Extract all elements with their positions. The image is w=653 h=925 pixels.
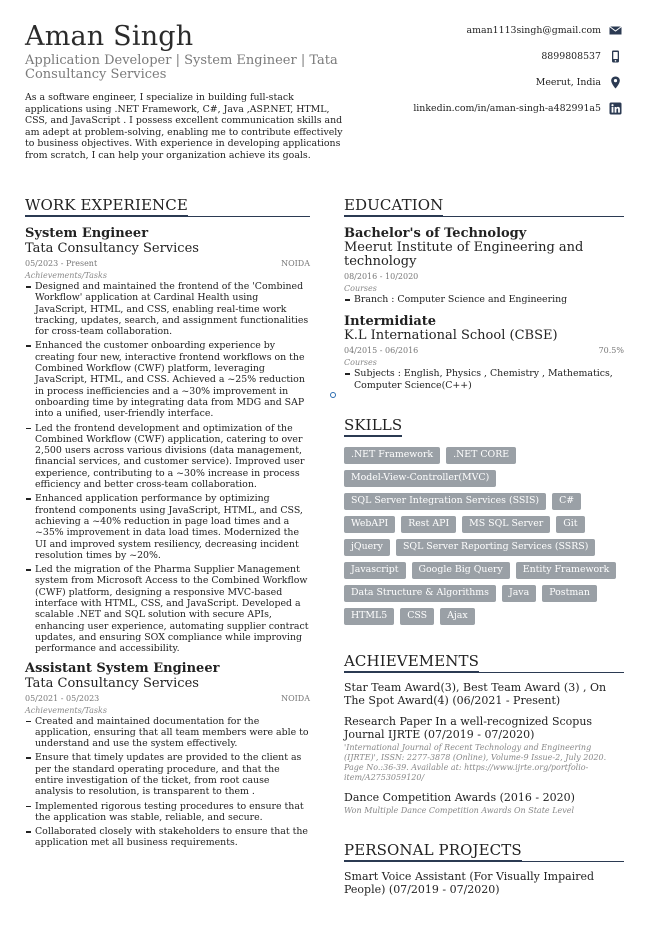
contact-location-text: Meerut, India xyxy=(535,77,601,88)
work-experience-section xyxy=(25,195,310,849)
list-item: Collaborated closely with stakeholders to ensure that the application met all business requirements. xyxy=(25,826,310,849)
skill-tag: Rest API xyxy=(401,516,456,533)
job-location: NOIDA xyxy=(281,693,310,703)
candidate-name: Aman Singh xyxy=(25,21,194,52)
education-degree: Bachelor's of Technology xyxy=(344,226,527,241)
list-item: Ensure that timely updates are provided to the client as per the standard operating procedure, and that the entire investigation of the ticket, from root cause analysis to resolution, is transparent to them . xyxy=(25,752,310,797)
skill-tag: C# xyxy=(552,493,581,510)
education-dates: 04/2015 - 06/2016 xyxy=(344,346,419,356)
job-entry xyxy=(25,226,310,655)
section-title-work: WORK EXPERIENCE xyxy=(25,196,188,217)
skill-tag: Entity Framework xyxy=(516,562,617,579)
achievement-entry xyxy=(344,715,624,783)
list-item: Subjects : English, Physics , Chemistry , Mathematics, Computer Science(C++) xyxy=(344,368,624,391)
education-entry xyxy=(344,226,624,305)
contact-phone-text[interactable]: 8899808537 xyxy=(541,51,601,62)
skill-tag: Java xyxy=(502,585,536,602)
education-entry xyxy=(344,314,624,391)
job-company: Tata Consultancy Services xyxy=(25,675,199,691)
contact-location xyxy=(322,76,622,89)
contact-phone[interactable] xyxy=(322,50,622,63)
skill-tag: .NET Framework xyxy=(344,447,440,464)
education-institution: K.L International School (CBSE) xyxy=(344,328,558,344)
skill-tag: Google Big Query xyxy=(412,562,510,579)
education-degree: Intermidiate xyxy=(344,314,437,330)
linkedin-icon xyxy=(609,102,622,115)
job-title: System Engineer xyxy=(25,226,149,241)
contact-list xyxy=(322,24,622,128)
education-bullets xyxy=(344,368,624,391)
skill-tag: WebAPI xyxy=(344,516,395,533)
achievements-section xyxy=(344,651,624,816)
education-dates: 08/2016 - 10/2020 xyxy=(344,272,419,281)
skill-tag: SQL Server Reporting Services (SSRS) xyxy=(396,539,595,556)
skill-tag: Postman xyxy=(542,585,597,602)
achievement-title: Dance Competition Awards (2016 - 2020) xyxy=(344,790,575,804)
skills-section xyxy=(344,415,624,631)
skill-tag: CSS xyxy=(400,608,434,625)
section-title-skills: SKILLS xyxy=(344,416,402,437)
job-company: Tata Consultancy Services xyxy=(25,241,199,256)
section-title-projects: PERSONAL PROJECTS xyxy=(344,841,522,862)
phone-icon xyxy=(609,50,622,63)
job-bullets xyxy=(25,281,310,655)
skill-tag: .NET CORE xyxy=(446,447,516,464)
section-title-achievements: ACHIEVEMENTS xyxy=(344,652,479,673)
skill-tag: Model-View-Controller(MVC) xyxy=(344,470,496,487)
list-item: Created and maintained documentation for the application, ensuring that all team members were able to understand and use the system effectively. xyxy=(25,716,310,750)
achievement-desc: 'International Journal of Recent Technology and Engineering (IJRTE)', ISSN: 2277-3878 (Online), Volume-9 Issue-2, July 2020. Page No.:36-39. Available at: https://www.ijrte.org/portfolio-item/A2753059120/ xyxy=(344,742,607,782)
education-meta xyxy=(344,346,624,356)
list-item: Enhanced the customer onboarding experience by creating four new, interactive frontend workflows on the Combined Workflow (CWF) platform, leveraging JavaScript, HTML, and CSS. Achieved a ~25% reduction in process inefficiencies and a ~30% improvement in onboarding time by integrating data from MDG and SAP into a unified, user-friendly interface. xyxy=(25,340,310,419)
achievement-title: Star Team Award(3), Best Team Award (3) , On The Spot Award(4) (06/2021 - Present) xyxy=(344,680,607,707)
projects-section xyxy=(344,840,624,896)
education-section xyxy=(344,195,624,391)
contact-email-text[interactable]: aman1113singh@gmail.com xyxy=(466,25,601,36)
bullet-dot-marker xyxy=(330,392,336,398)
skill-tag: jQuery xyxy=(344,539,390,556)
skill-tag: MS SQL Server xyxy=(462,516,550,533)
skills-list xyxy=(344,447,624,631)
education-meta xyxy=(344,272,624,282)
skill-tag: Ajax xyxy=(440,608,475,625)
skill-tag: Data Structure & Algorithms xyxy=(344,585,496,602)
job-dates: 05/2023 - Present xyxy=(25,259,98,268)
contact-email[interactable] xyxy=(322,24,622,37)
education-label: Courses xyxy=(344,284,377,293)
skill-tag: Git xyxy=(556,516,584,533)
achievement-entry xyxy=(344,681,624,707)
education-label: Courses xyxy=(344,358,377,368)
list-item: Designed and maintained the frontend of the 'Combined Workflow' application at Cardinal Health using JavaScript, HTML, and CSS, enabling real-time work tracking, updates, search, and assignment functionalities for cross-team collaboration. xyxy=(25,281,310,337)
list-item: Led the migration of the Pharma Supplier Management system from Microsoft Access to the Combined Workflow (CWF) platform, designing a responsive MVC-based interface with HTML, CSS, and JavaScript. Developed a scalable .NET and SQL solution with secure APIs, enhancing user experience, automating supplier contract updates, and ensuring SOX compliance while improving performance and accessibility. xyxy=(25,564,310,654)
job-location: NOIDA xyxy=(281,259,310,268)
job-dates: 05/2021 - 05/2023 xyxy=(25,693,100,703)
job-title: Assistant System Engineer xyxy=(25,660,220,676)
achievement-title: Research Paper In a well-recognized Scopus Journal IJRTE (07/2019 - 07/2020) xyxy=(344,714,593,741)
list-item: Branch : Computer Science and Engineering xyxy=(344,294,624,305)
list-item: Enhanced application performance by optimizing frontend components using JavaScript, HTML, and CSS, achieving a ~40% reduction in page load times and a ~35% improvement in data load times. Modernized the UI and improved system resiliency, decreasing incident resolution times by ~20%. xyxy=(25,493,310,561)
section-title-education: EDUCATION xyxy=(344,196,443,217)
job-entry xyxy=(25,661,310,849)
header xyxy=(25,22,345,162)
job-label: Achievements/Tasks xyxy=(25,271,107,280)
location-icon xyxy=(609,76,622,89)
summary: As a software engineer, I specialize in building full-stack applications using .NET Framework, C#, Java ,ASP.NET, HTML, CSS, and JavaScript . I possess excellent communication skills and am adept at problem-solving, enabling me to contribute effectively to business objectives. With experience in developing applications from scratch, I can help your organization achieve its goals. xyxy=(25,92,343,161)
job-label: Achievements/Tasks xyxy=(25,705,107,715)
job-meta xyxy=(25,694,310,704)
education-score: 70.5% xyxy=(598,346,624,356)
candidate-subtitle: Application Developer | System Engineer | Tata Consultancy Services xyxy=(25,53,338,82)
right-column xyxy=(344,195,624,904)
email-icon xyxy=(609,24,622,37)
skill-tag: SQL Server Integration Services (SSIS) xyxy=(344,493,546,510)
contact-linkedin-text[interactable]: linkedin.com/in/aman-singh-a482991a5 xyxy=(413,103,601,114)
skill-tag: HTML5 xyxy=(344,608,394,625)
list-item: Led the frontend development and optimization of the Combined Workflow (CWF) application, catering to over 2,500 users across various divisions (data management, financial services, and customer service). Improved user experience, contributing to a ~30% increase in process efficiency and better cross-team collaboration. xyxy=(25,423,310,491)
list-item: Implemented rigorous testing procedures to ensure that the application was stable, reliable, and secure. xyxy=(25,801,310,824)
education-bullets xyxy=(344,294,624,305)
contact-linkedin[interactable] xyxy=(322,102,622,115)
achievement-desc: Won Multiple Dance Competition Awards On State Level xyxy=(344,805,575,815)
left-column xyxy=(25,195,310,857)
job-bullets xyxy=(25,716,310,849)
skill-tag: Javascript xyxy=(344,562,406,579)
job-meta xyxy=(25,259,310,269)
achievement-entry xyxy=(344,791,624,816)
education-institution: Meerut Institute of Engineering and technology xyxy=(344,240,584,269)
project-title: Smart Voice Assistant (For Visually Impaired People) (07/2019 - 07/2020) xyxy=(344,869,595,896)
